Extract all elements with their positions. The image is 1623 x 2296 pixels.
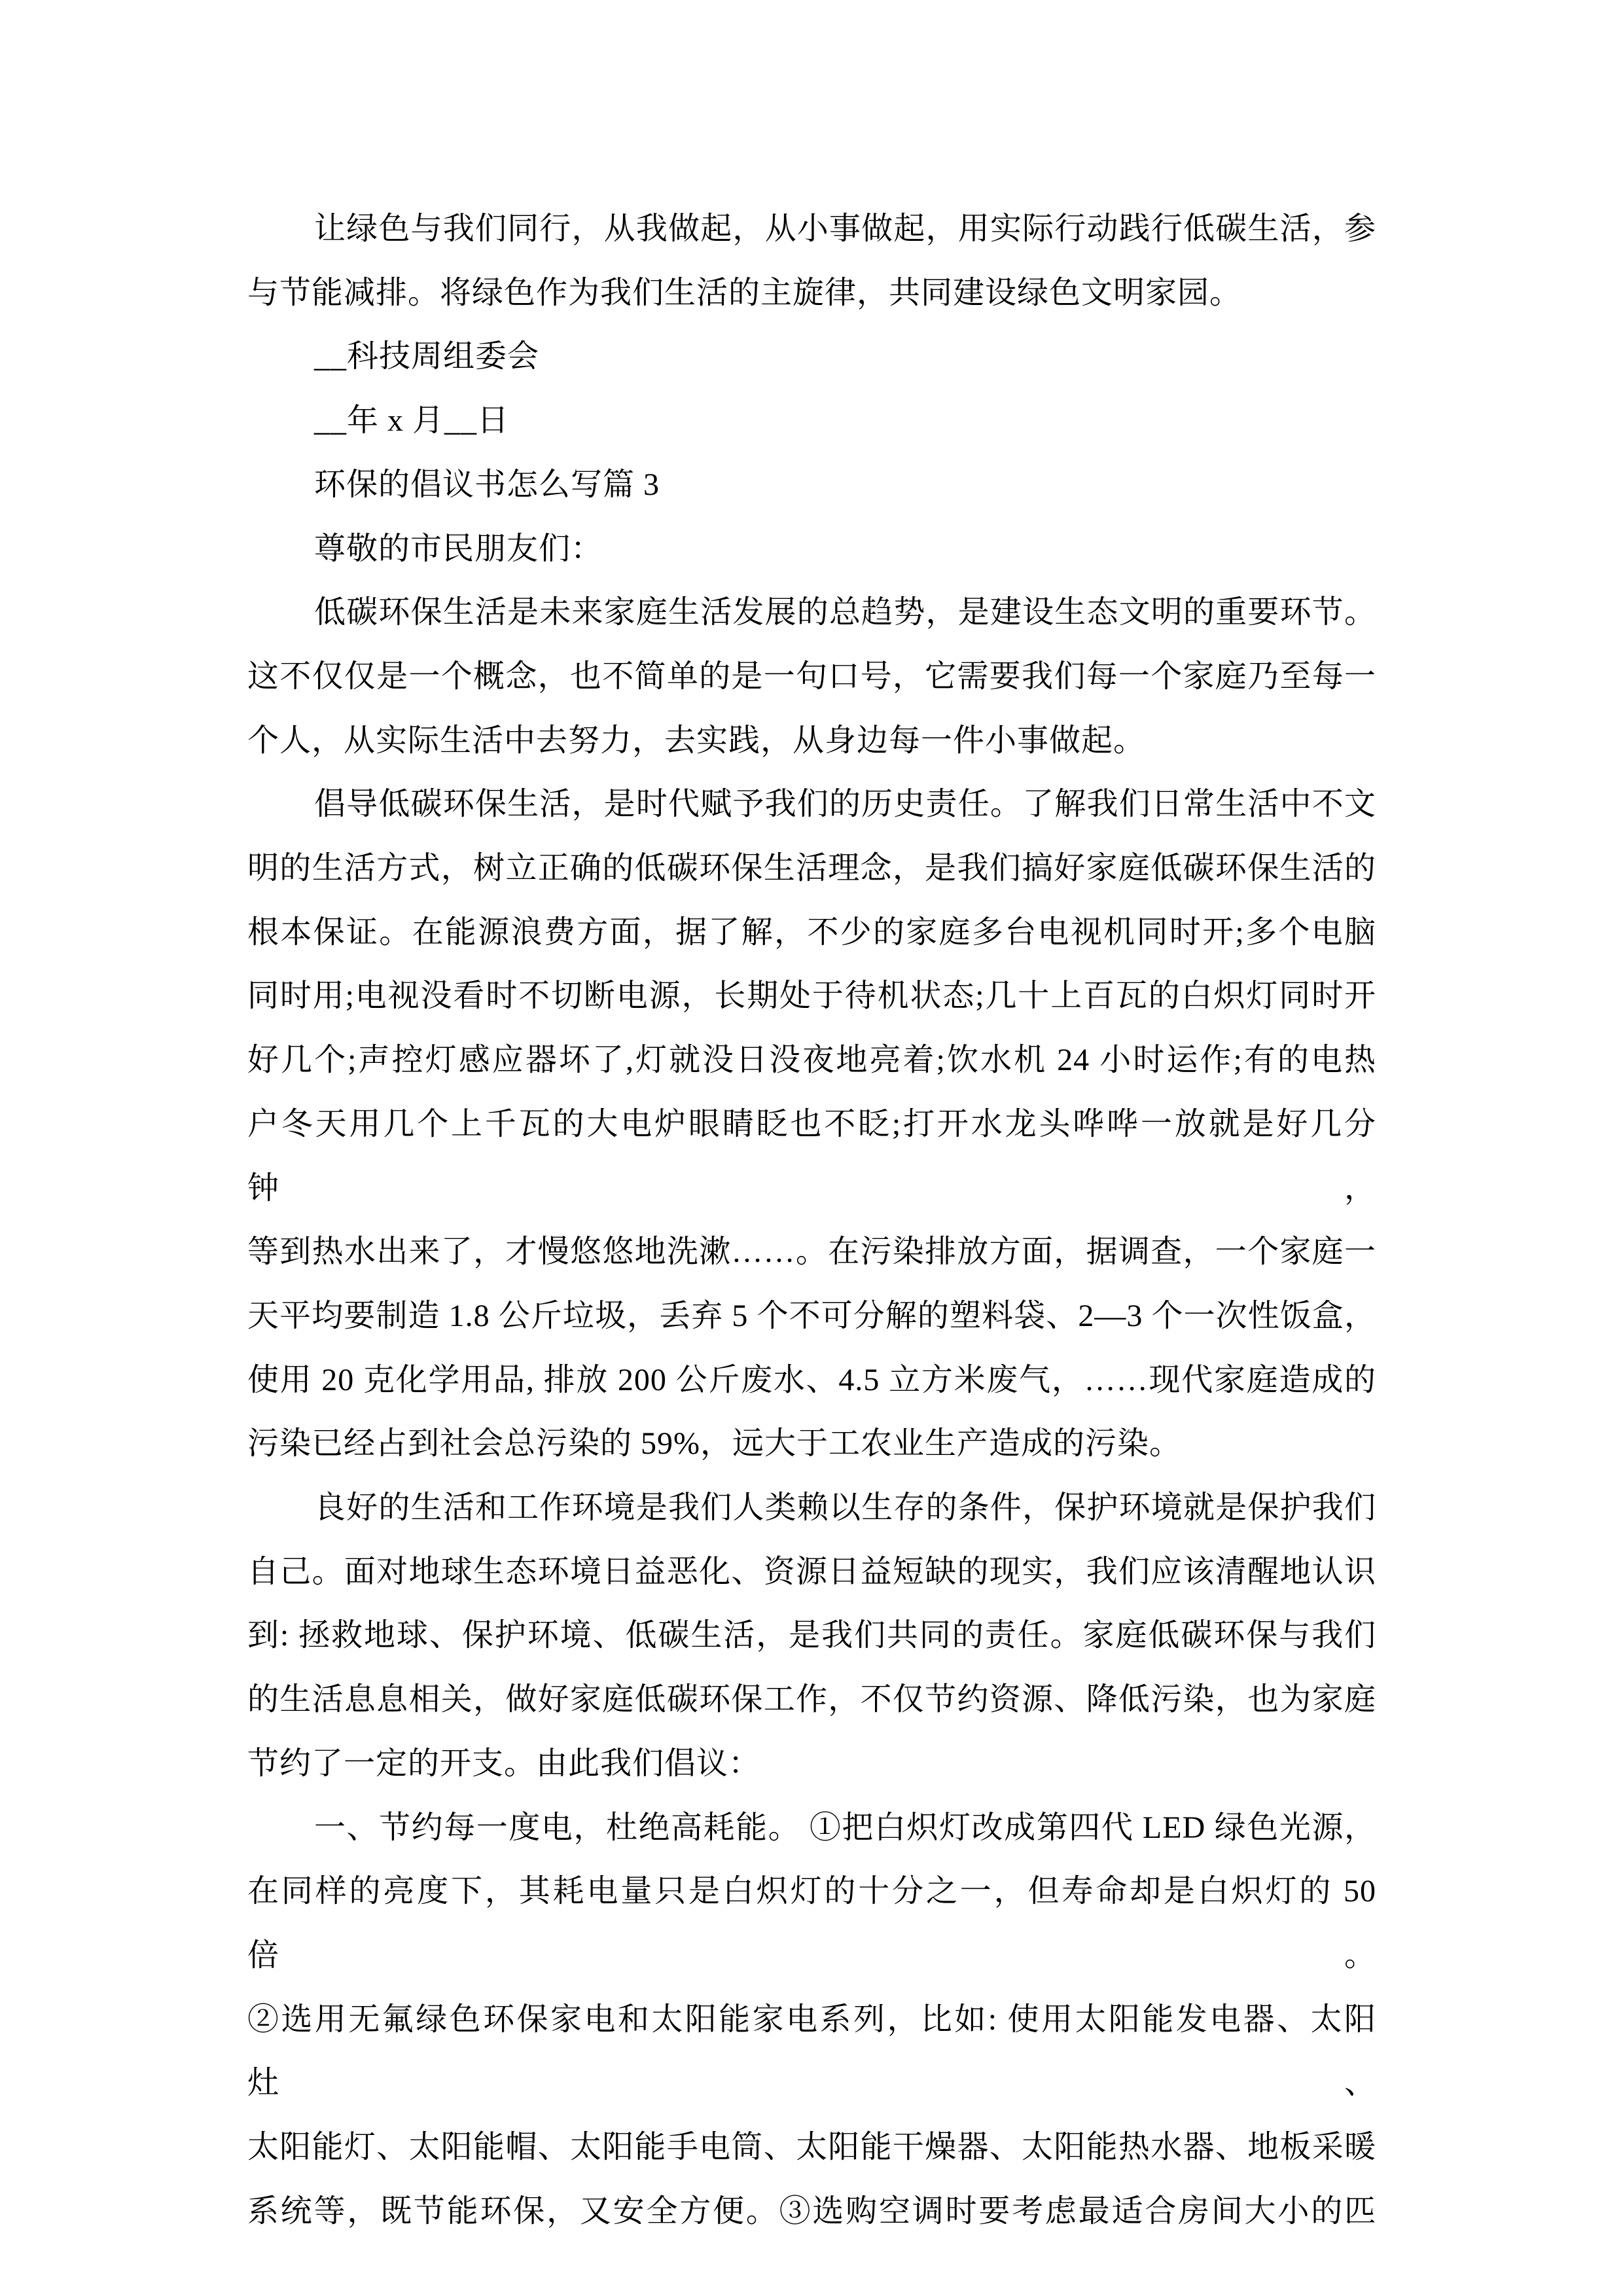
text-line: 系统等，既节能环保，又安全方便。③选购空调时要考虑最适合房间大小的匹 — [247, 2193, 1376, 2229]
text-line: 与节能减排。将绿色作为我们生活的主旋律，共同建设绿色文明家园。 — [247, 275, 1242, 310]
text-line: ②选用无氟绿色环保家电和太阳能家电系列，比如: 使用太阳能发电器、太阳灶、 — [247, 2001, 1376, 2101]
section-title-line: 环保的倡议书怎么写篇 3 — [314, 467, 660, 502]
salutation-line: 尊敬的市民朋友们： — [314, 531, 603, 566]
text-line: 这不仅仅是一个概念，也不简单的是一句口号，它需要我们每一个家庭乃至每一 — [247, 658, 1376, 694]
text-line: 好几个;声控灯感应器坏了,灯就没日没夜地亮着;饮水机 24 小时运作;有的电热 — [247, 1043, 1376, 1078]
text-line: 的生活息息相关，做好家庭低碳环保工作，不仅节约资源、降低污染，也为家庭 — [247, 1682, 1376, 1717]
text-line: 太阳能灯、太阳能帽、太阳能手电筒、太阳能干燥器、太阳能热水器、地板采暖 — [247, 2130, 1376, 2165]
signature-date-line: __年 x 月__日 — [314, 403, 510, 439]
document-text-block — [247, 197, 1376, 2244]
list-item-1-line: 一、节约每一度电，杜绝高耗能。 ①把白炽灯改成第四代 LED 绿色光源， — [314, 1810, 1376, 1845]
text-line: 在同样的亮度下，其耗电量只是白炽灯的十分之一，但寿命却是白炽灯的 50 倍。 — [247, 1874, 1376, 1973]
text-line: 倡导低碳环保生活，是时代赋予我们的历史责任。了解我们日常生活中不文 — [314, 787, 1376, 822]
text-line: 到: 拯救地球、保护环境、低碳生活，是我们共同的责任。家庭低碳环保与我们 — [247, 1618, 1376, 1653]
text-line: 根本保证。在能源浪费方面，据了解，不少的家庭多台电视机同时开;多个电脑 — [247, 914, 1376, 950]
text-line: 良好的生活和工作环境是我们人类赖以生存的条件，保护环境就是保护我们 — [314, 1490, 1376, 1526]
text-line: 个人，从实际生活中去努力，去实践，从身边每一件小事做起。 — [247, 723, 1146, 758]
text-line: 天平均要制造 1.8 公斤垃圾，丢弃 5 个不可分解的塑料袋、2—3 个一次性饭盒， — [247, 1298, 1376, 1333]
text-line: 使用 20 克化学用品, 排放 200 公斤废水、4.5 立方米废气，……现代家庭造成的 — [247, 1362, 1376, 1397]
text-line: 低碳环保生活是未来家庭生活发展的总趋势，是建设生态文明的重要环节。 — [314, 595, 1376, 630]
text-line: 节约了一定的开支。由此我们倡议： — [247, 1746, 761, 1781]
text-line: 污染已经占到社会总污染的 59%，远大于工农业生产造成的污染。 — [247, 1426, 1181, 1462]
text-line: 户冬天用几个上千瓦的大电炉眼睛眨也不眨;打开水龙头哗哗一放就是好几分钟， — [247, 1106, 1376, 1206]
text-line: 自己。面对地球生态环境日益恶化、资源日益短缺的现实，我们应该清醒地认识 — [247, 1554, 1376, 1589]
text-line: 等到热水出来了，才慢悠悠地洗漱……。在污染排放方面，据调查，一个家庭一 — [247, 1234, 1376, 1270]
text-line: 同时用;电视没看时不切断电源，长期处于待机状态;几十上百瓦的白炽灯同时开 — [247, 978, 1376, 1014]
text-line: 明的生活方式，树立正确的低碳环保生活理念，是我们搞好家庭低碳环保生活的 — [247, 851, 1376, 886]
signature-committee-line: __科技周组委会 — [314, 339, 540, 374]
text-line: 让绿色与我们同行，从我做起，从小事做起，用实际行动践行低碳生活，参 — [314, 211, 1376, 246]
